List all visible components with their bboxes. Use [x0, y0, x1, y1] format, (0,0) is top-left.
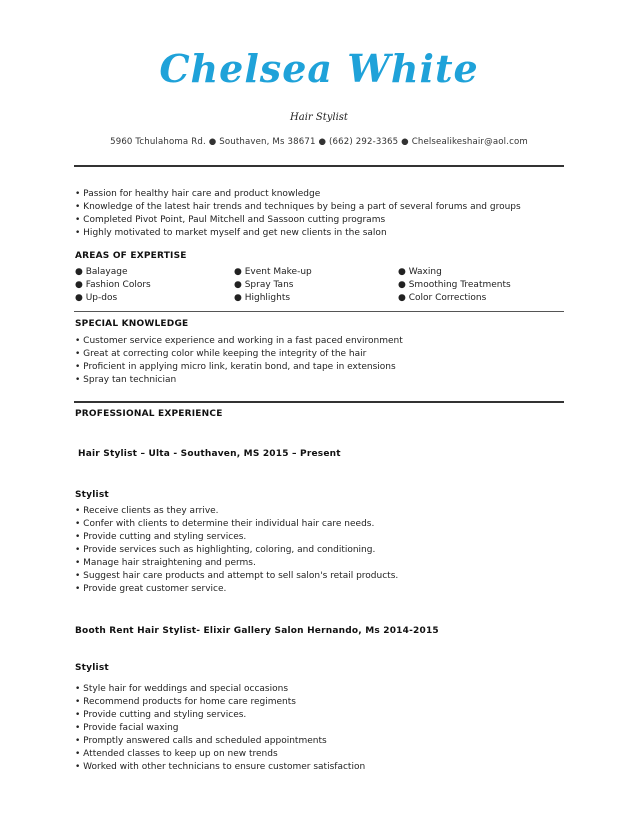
summary-list [75, 188, 521, 240]
list-item: • Provide cutting and styling services. [75, 710, 247, 720]
list-item: • Knowledge of the latest hair trends and techniques by being a part of several forums and groups [75, 202, 521, 212]
list-item: • Customer service experience and working in a fast paced environment [75, 336, 403, 346]
job2-duties [75, 683, 365, 774]
list-item: ● Up-dos [75, 293, 118, 303]
expertise-grid [75, 266, 565, 306]
resume-role: Hair Stylist [290, 112, 348, 123]
list-item: • Recommend products for home care regiments [75, 697, 296, 707]
expertise-divider [74, 311, 564, 312]
job2-title: Booth Rent Hair Stylist- Elixir Gallery Salon Hernando, Ms 2014-2015 [75, 626, 439, 636]
list-item: • Suggest hair care products and attempt to sell salon's retail products. [75, 571, 399, 581]
job1-title: Hair Stylist – Ulta - Southaven, MS 2015 – Present [78, 449, 341, 459]
list-item: • Great at correcting color while keeping the integrity of the hair [75, 349, 367, 359]
list-item: • Style hair for weddings and special occasions [75, 684, 289, 694]
job1-subtitle: Stylist [75, 490, 109, 500]
job1-duties [75, 505, 398, 596]
expertise-column-2 [234, 266, 312, 305]
list-item: • Provide cutting and styling services. [75, 532, 247, 542]
expertise-column-1 [75, 266, 151, 305]
expertise-column-3 [398, 266, 511, 305]
special-heading: SPECIAL KNOWLEDGE [75, 319, 189, 329]
header-divider [74, 165, 564, 167]
list-item: • Passion for healthy hair care and product knowledge [75, 189, 321, 199]
list-item: • Proficient in applying micro link, keratin bond, and tape in extensions [75, 362, 396, 372]
list-item: ● Event Make-up [234, 267, 312, 277]
list-item: • Provide great customer service. [75, 584, 227, 594]
list-item: ● Highlights [234, 293, 291, 303]
special-list [75, 335, 403, 387]
list-item: ● Spray Tans [234, 280, 294, 290]
special-divider [74, 401, 564, 403]
list-item: • Provide services such as highlighting, coloring, and conditioning. [75, 545, 376, 555]
list-item: • Promptly answered calls and scheduled appointments [75, 736, 327, 746]
resume-name: Chelsea White [159, 46, 479, 91]
list-item: ● Color Corrections [398, 293, 487, 303]
list-item: • Spray tan technician [75, 375, 177, 385]
list-item: • Provide facial waxing [75, 723, 179, 733]
expertise-heading: AREAS OF EXPERTISE [75, 251, 187, 261]
list-item: • Attended classes to keep up on new trends [75, 749, 278, 759]
list-item: ● Smoothing Treatments [398, 280, 511, 290]
experience-heading: PROFESSIONAL EXPERIENCE [75, 409, 223, 419]
contact-line: 5960 Tchulahoma Rd. ● Southaven, Ms 38671 ● (662) 292-3365 ● Chelsealikeshair@aol.com [110, 137, 528, 147]
job2-subtitle: Stylist [75, 663, 109, 673]
list-item: ● Waxing [398, 267, 442, 277]
list-item: • Receive clients as they arrive. [75, 506, 219, 516]
list-item: • Highly motivated to market myself and get new clients in the salon [75, 228, 387, 238]
list-item: • Manage hair straightening and perms. [75, 558, 256, 568]
list-item: ● Balayage [75, 267, 128, 277]
list-item: • Confer with clients to determine their individual hair care needs. [75, 519, 375, 529]
list-item: • Completed Pivot Point, Paul Mitchell and Sassoon cutting programs [75, 215, 386, 225]
list-item: • Worked with other technicians to ensure customer satisfaction [75, 762, 366, 772]
list-item: ● Fashion Colors [75, 280, 151, 290]
